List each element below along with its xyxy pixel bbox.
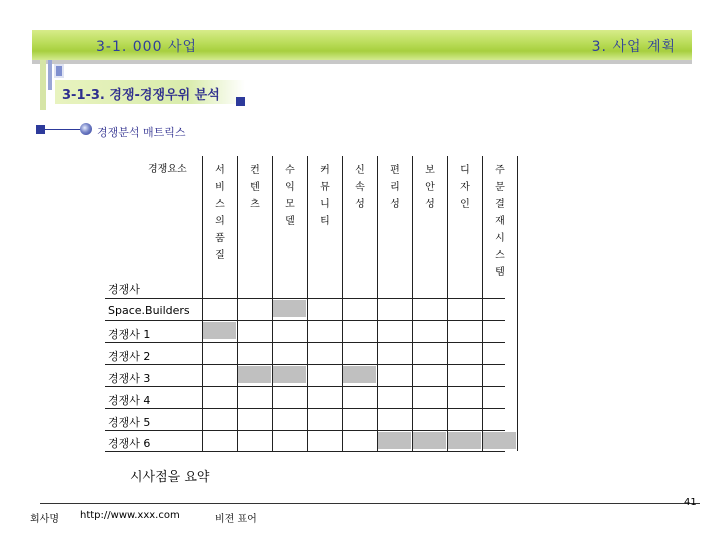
grid-line <box>307 156 308 451</box>
column-header: 편리성 <box>390 165 400 210</box>
grid-line <box>342 156 343 451</box>
matrix-cell-filled <box>273 300 306 317</box>
matrix-corner-label: 경쟁요소 <box>148 164 187 175</box>
row-label: 경쟁사 3 <box>108 372 151 385</box>
row-divider <box>105 298 505 299</box>
row-divider <box>105 408 505 409</box>
column-header: 주문결재시스템 <box>495 165 505 278</box>
matrix-cell-filled <box>343 366 376 383</box>
grid-line <box>377 156 378 451</box>
header-shadow <box>32 60 692 64</box>
row-label: Space.Builders <box>108 304 190 317</box>
page-number: 41 <box>684 497 697 508</box>
section-title: 3. 사업 계획 <box>591 39 676 55</box>
row-label: 경쟁사 1 <box>108 328 151 341</box>
footer-line <box>40 503 700 504</box>
footer-vision: 비젼 표어 <box>215 514 257 525</box>
matrix-cell-filled <box>203 322 236 339</box>
matrix-cell-filled <box>273 366 306 383</box>
subsection-square-icon <box>236 97 245 106</box>
column-header: 신속성 <box>355 165 365 210</box>
company-header: 경쟁사 <box>108 283 140 296</box>
row-divider <box>105 320 505 321</box>
subsection-title: 3-1-3. 경쟁-경쟁우위 분석 <box>62 88 220 103</box>
row-divider <box>105 342 505 343</box>
bullet-circle-icon <box>80 123 92 135</box>
row-divider <box>105 386 505 387</box>
row-divider <box>105 430 505 431</box>
matrix-cell-filled <box>483 432 516 449</box>
grid-line <box>237 156 238 451</box>
bullet-square-icon <box>36 125 45 134</box>
grid-line <box>447 156 448 451</box>
grid-line <box>517 156 518 451</box>
grid-line <box>202 156 203 451</box>
footer-company: 회사명 <box>30 514 59 525</box>
row-label: 경쟁사 4 <box>108 394 151 407</box>
row-divider <box>105 451 505 452</box>
row-divider <box>105 364 505 365</box>
grid-line <box>482 156 483 451</box>
summary-title: 시사점을 요약 <box>130 470 210 485</box>
matrix-cell-filled <box>448 432 481 449</box>
column-header: 커뮤니티 <box>320 165 330 227</box>
section-code: 3-1. 000 사업 <box>96 39 197 55</box>
row-label: 경쟁사 6 <box>108 437 151 450</box>
footer-url: http://www.xxx.com <box>80 510 180 521</box>
column-header: 보안성 <box>425 165 435 210</box>
matrix-cell-filled <box>413 432 446 449</box>
bullet-text: 경쟁분석 매트릭스 <box>97 126 186 139</box>
row-label: 경쟁사 5 <box>108 416 151 429</box>
column-header: 디자인 <box>460 165 470 210</box>
matrix-cell-filled <box>378 432 411 449</box>
column-header: 수익모델 <box>285 165 295 227</box>
column-header: 서비스의품질 <box>215 165 225 261</box>
matrix-cell-filled <box>238 366 271 383</box>
bullet-line <box>40 129 84 130</box>
grid-line <box>412 156 413 451</box>
column-header: 컨텐츠 <box>250 165 260 210</box>
row-label: 경쟁사 2 <box>108 350 151 363</box>
